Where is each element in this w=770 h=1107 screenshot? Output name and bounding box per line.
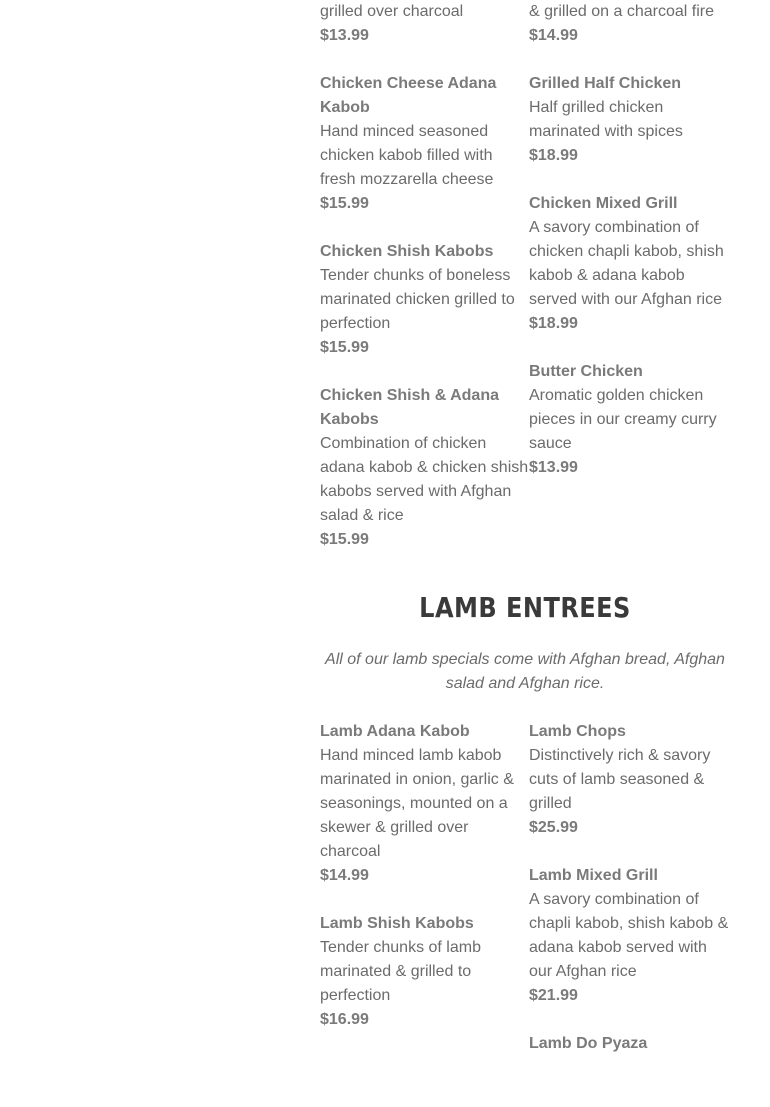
item-name: Chicken Mixed Grill xyxy=(529,195,678,212)
chicken-items-grid xyxy=(320,0,730,576)
item-description: Distinctively rich & savory cuts of lamb seasoned & grilled xyxy=(529,747,711,812)
menu-item xyxy=(320,240,529,360)
item-name: Chicken Cheese Adana Kabob xyxy=(320,75,497,116)
item-name: Lamb Chops xyxy=(529,723,626,740)
menu-item xyxy=(529,360,730,480)
menu-content xyxy=(320,0,730,1080)
menu-item xyxy=(529,192,730,336)
section-note: All of our lamb specials come with Afghan bread, Afghan salad and Afghan rice. xyxy=(325,651,725,692)
chicken-left-column xyxy=(320,0,529,576)
item-price: $13.99 xyxy=(529,459,578,476)
item-description: Half grilled chicken marinated with spices xyxy=(529,99,683,140)
lamb-left-column xyxy=(320,720,529,1080)
item-description: Hand minced seasoned chicken kabob filled with fresh mozzarella cheese xyxy=(320,123,494,188)
item-price: $14.99 xyxy=(320,867,369,884)
item-description: A savory combination of chapli kabob, shish kabob & adana kabob served with our Afghan rice xyxy=(529,891,729,980)
chicken-right-column xyxy=(529,0,730,576)
item-price: $18.99 xyxy=(529,315,578,332)
item-description: Aromatic golden chicken pieces in our creamy curry sauce xyxy=(529,387,717,452)
item-price: $15.99 xyxy=(320,195,369,212)
menu-item xyxy=(320,720,529,888)
menu-item xyxy=(320,912,529,1032)
menu-item xyxy=(529,864,730,1008)
item-name: Lamb Shish Kabobs xyxy=(320,915,474,932)
item-price: $15.99 xyxy=(320,339,369,356)
item-name: Chicken Shish Kabobs xyxy=(320,243,494,260)
item-description: grilled over charcoal xyxy=(320,3,464,20)
lamb-right-column xyxy=(529,720,730,1080)
menu-item xyxy=(529,72,730,168)
item-description: Tender chunks of lamb marinated & grilled to perfection xyxy=(320,939,481,1004)
item-description: Hand minced lamb kabob marinated in onion, garlic & seasonings, mounted on a skewer & grilled over charcoal xyxy=(320,747,514,860)
item-name: Chicken Shish & Adana Kabobs xyxy=(320,387,499,428)
menu-item xyxy=(320,0,529,48)
item-price: $25.99 xyxy=(529,819,578,836)
item-price: $13.99 xyxy=(320,27,369,44)
item-name: Grilled Half Chicken xyxy=(529,75,682,92)
item-description: Tender chunks of boneless marinated chicken grilled to perfection xyxy=(320,267,515,332)
item-name: Butter Chicken xyxy=(529,363,643,380)
menu-item xyxy=(320,72,529,216)
menu-item xyxy=(529,720,730,840)
item-price: $18.99 xyxy=(529,147,578,164)
menu-item xyxy=(529,1032,730,1056)
item-description: A savory combination of chicken chapli kabob, shish kabob & adana kabob served with our Afghan rice xyxy=(529,219,724,308)
menu-item xyxy=(320,384,529,552)
lamb-items-grid xyxy=(320,720,730,1080)
section-title: LAMB ENTREES xyxy=(419,591,631,624)
item-name: Lamb Mixed Grill xyxy=(529,867,658,884)
item-name: Lamb Adana Kabob xyxy=(320,723,470,740)
item-price: $14.99 xyxy=(529,27,578,44)
item-price: $16.99 xyxy=(320,1011,369,1028)
item-name: Lamb Do Pyaza xyxy=(529,1035,648,1052)
item-description: & grilled on a charcoal fire xyxy=(529,3,714,20)
item-description: Combination of chicken adana kabob & chicken shish kabobs served with Afghan salad & rice xyxy=(320,435,529,524)
item-price: $21.99 xyxy=(529,987,578,1004)
item-price: $15.99 xyxy=(320,531,369,548)
menu-item xyxy=(529,0,730,48)
